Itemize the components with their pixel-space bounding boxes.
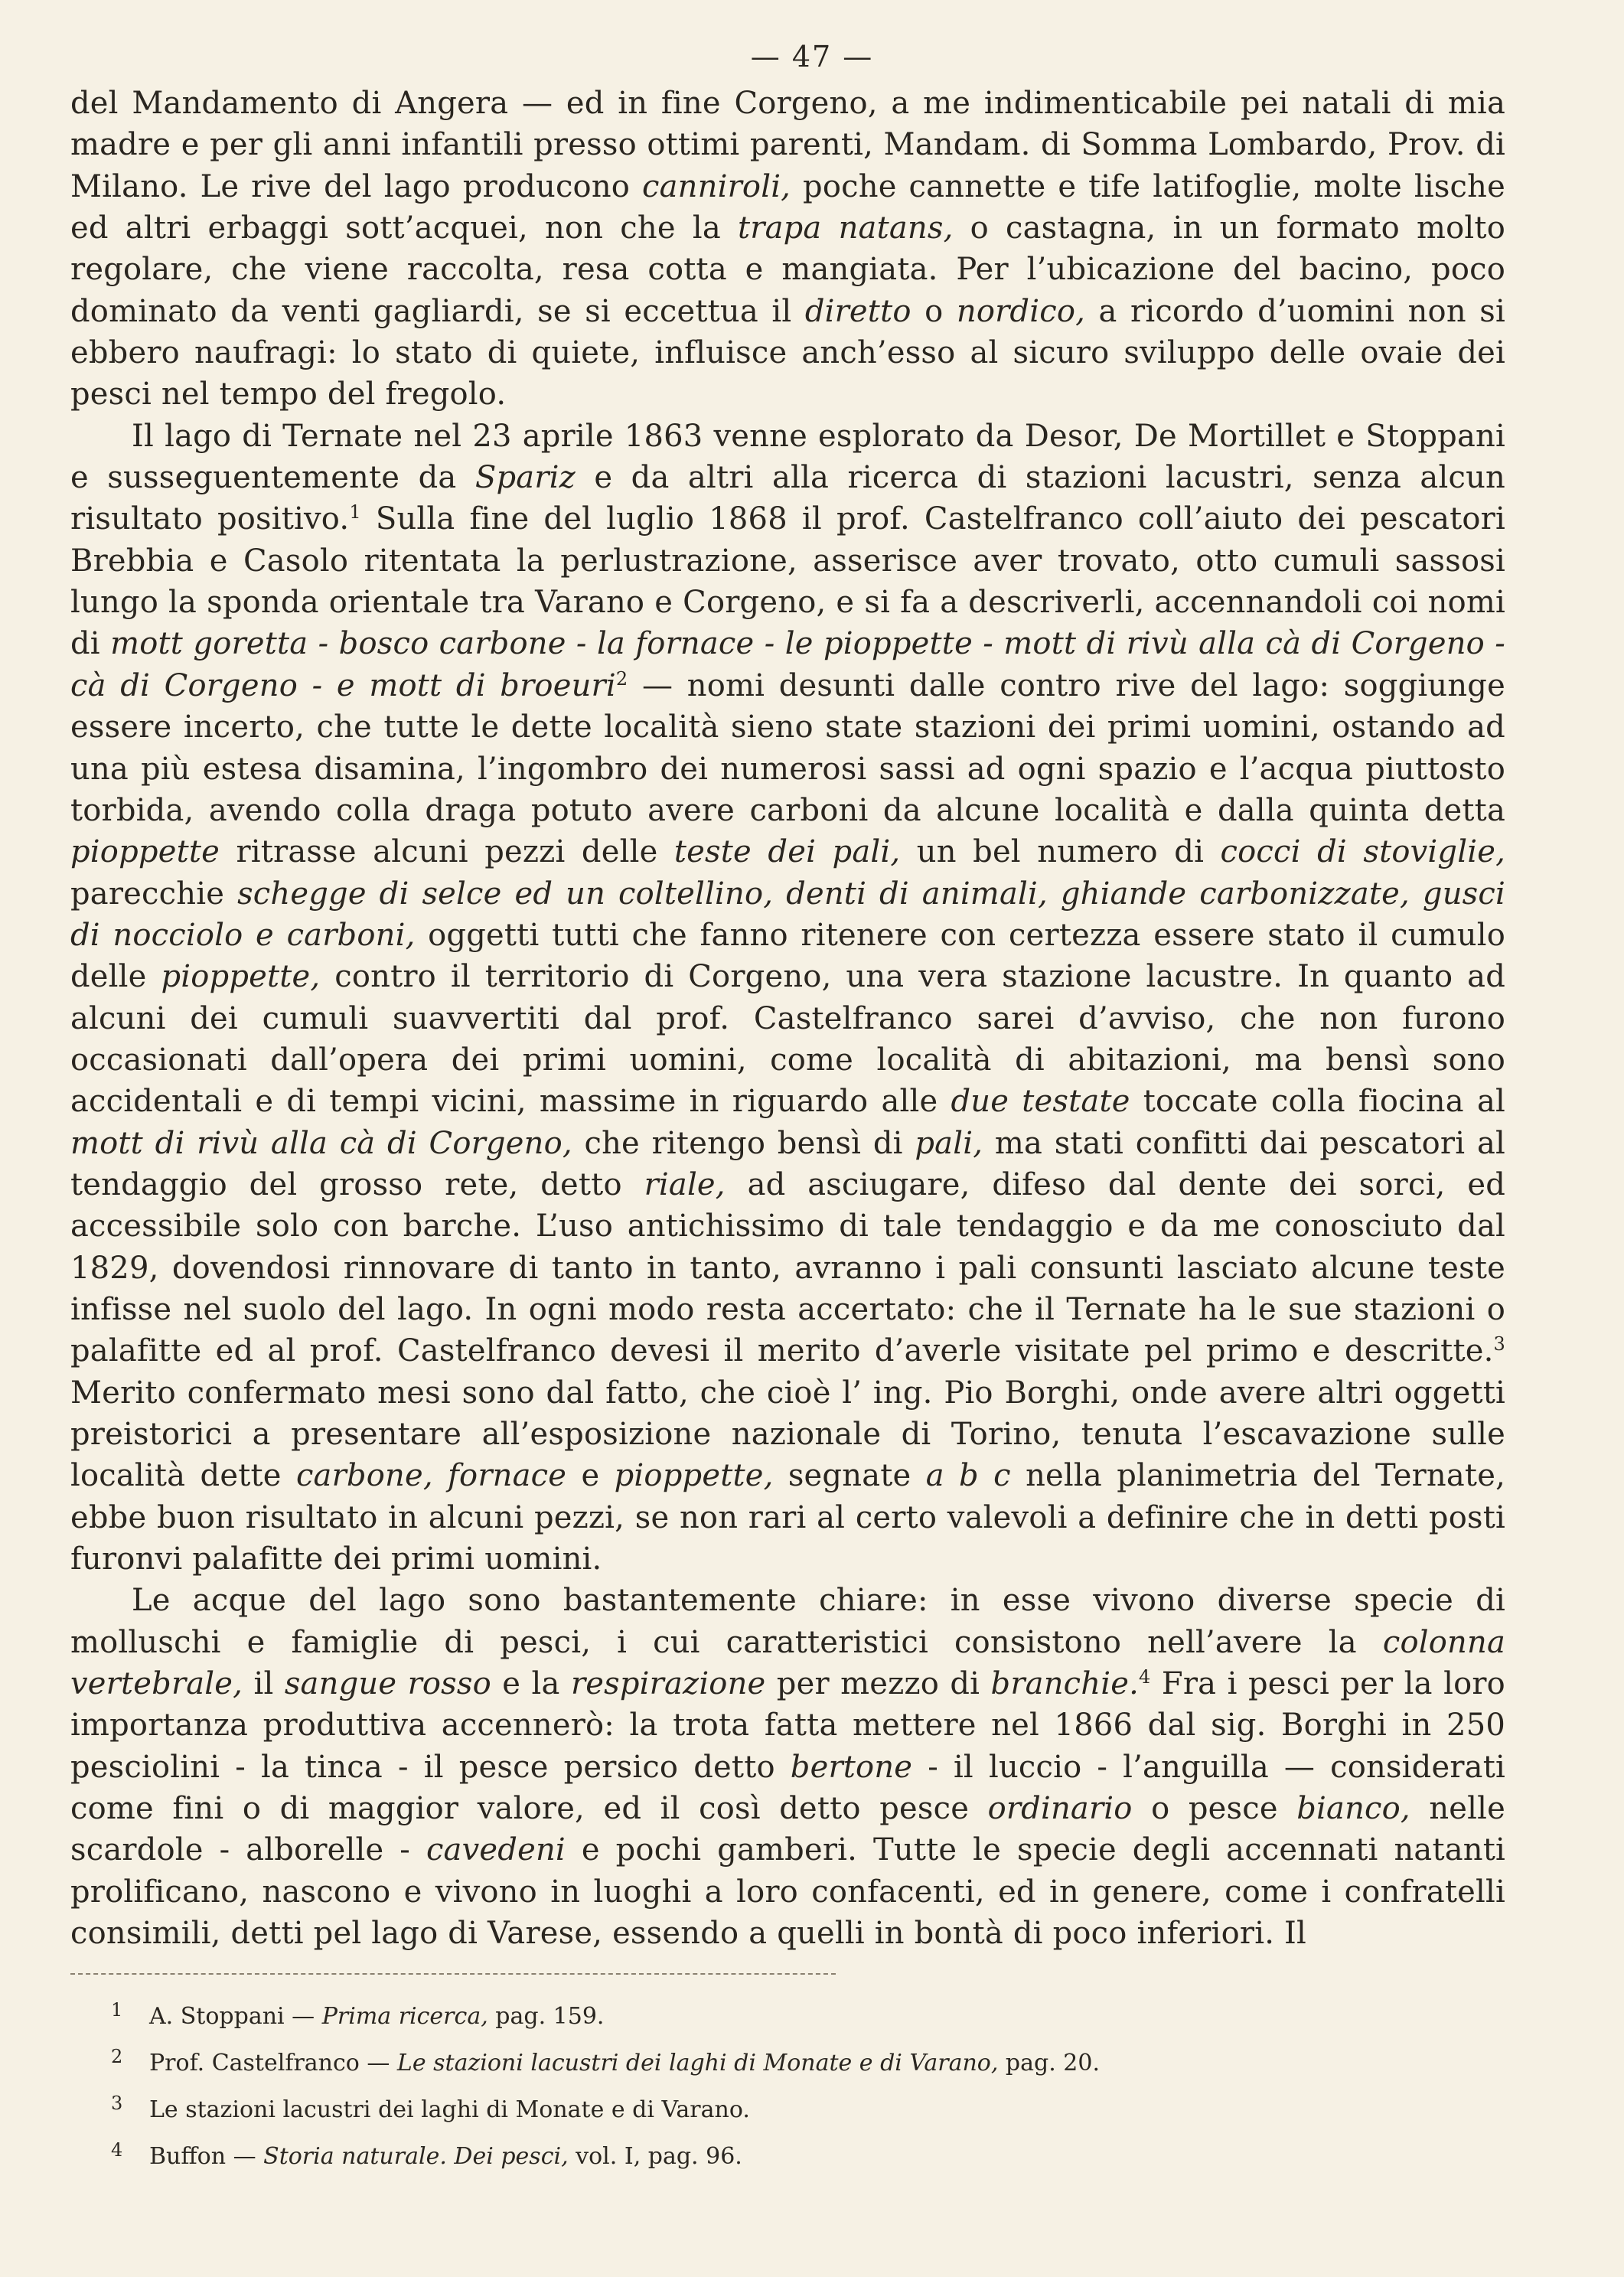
text-run: ad asciugare, difeso dal dente dei sorci, ed accessibile solo con barche. L’uso antichissimo di tale tendaggio e da me conosciuto dal 1829, dovendosi rinnovare di tanto in tanto, avranno i pali consunti lasciato alcune teste infisse nel suolo del lago. In ogni modo resta accertato: che il Ternate ha le sue stazioni o palafitte ed al prof. Castelfranco devesi il merito d’averle visitate pel primo e descritte. [70,1166,1506,1369]
italic-text: canniroli, [642,168,791,204]
italic-text: schegge di selce ed un coltellino, denti di animali, ghiande carbonizzate, gusci di nocciolo e carboni, [70,876,1506,953]
italic-text: sangue rosso [284,1666,491,1702]
italic-text: pioppette, [614,1458,774,1494]
italic-text: teste dei pali, [673,834,901,870]
italic-text: a b c [925,1458,1011,1494]
footnote [111,2037,1412,2083]
text-run: Merito confermato mesi sono dal fatto, che cioè l’ ing. Pio Borghi, onde avere altri oggetti preistorici a presentare all’esposizione nazionale di Torino, tenuta l’escavazione sulle località dette [70,1375,1505,1494]
italic-text: nordico, [956,293,1086,329]
italic-text: respirazione [570,1666,766,1702]
text-run: o [911,293,957,329]
text-run: e da altri alla ricerca di stazioni lacustri, senza alcun risultato positivo. [70,460,1505,537]
text-run: — nomi desunti dalle contro rive del lago: soggiunge essere incerto, che tutte le dette località sieno state stazioni dei primi uomini, ostando ad una più estesa disamina, l’ingombro dei numerosi sassi ad ogni spazio e l’acqua piuttosto torbida, avendo colla draga potuto avere carboni da alcune località e dalla quinta detta [70,667,1505,828]
footnote-number: 2 [111,2046,123,2067]
italic-text: bertone [790,1749,913,1785]
footnote-number: 1 [111,1999,123,2021]
text-run: per mezzo di [765,1666,991,1702]
text-run: a ricordo d’uomini non si ebbero naufragi: lo stato di quiete, influisce anch’esso al sicuro sviluppo delle ovaie dei pesci nel tempo del fregolo. [70,293,1505,413]
italic-text: diretto [804,293,911,329]
italic-text: cocci di stoviglie, [1220,834,1505,870]
text-run: Fra i pesci per la loro importanza produttiva accennerò: la trota fatta mettere nel 1866 dal sig. Borghi in 250 pesciolini - la tinca - il pesce persico detto [70,1666,1505,1785]
text-run: pag. 20. [998,2050,1100,2076]
text-run: oggetti tutti che fanno ritenere con certezza essere stato il cumulo delle [70,917,1506,995]
text-run: Le stazioni lacustri dei laghi di Monate e di Varano. [149,2096,750,2123]
italic-text: pioppette, [161,959,321,995]
text-run: o castagna, in un formato molto regolare, che viene raccolta, resa cotta e mangiata. Per l’ubicazione del bacino, poco dominato da venti gagliardi, se si eccettua il [70,210,1505,329]
text-run: un bel numero di [900,834,1221,870]
footnote-reference: 1 [349,501,361,524]
text-run: Le acque del lago sono bastantemente chiare: in esse vivono diverse specie di molluschi e famiglie di pesci, i cui caratteristici consistono nell’avere la [70,1583,1505,1660]
italic-text: Spariz [474,460,576,496]
italic-text: branchie. [990,1666,1140,1702]
paragraph [70,416,1505,1581]
text-run: e la [491,1666,571,1702]
text-run: del Mandamento di Angera — ed in fine Corgeno, a me indimenticabile pei natali di mia madre e per gli anni infantili presso ottimi parenti, Mandam. di Somma Lombardo, Prov. di Milano. Le rive del lago producono [70,86,1505,204]
text-run: vol. I, pag. 96. [568,2143,742,2170]
italic-text: mott di rivù alla cà di Corgeno, [70,1125,572,1161]
footnote [111,1990,1412,2037]
text-run: pag. 159. [488,2003,605,2030]
text-run: toccate colla fiocina al [1130,1084,1505,1120]
text-run: nella planimetria del Ternate, ebbe buon risultato in alcuni pezzi, se non rari al certo valevoli a definire che in detti posti furonvi palafitte dei primi uomini. [70,1458,1505,1577]
text-run: Sulla fine del luglio 1868 il prof. Castelfranco coll’aiuto dei pescatori Brebbia e Casolo ritentata la perlustrazione, asserisce aver trovato, otto cumuli sassosi lungo la sponda orientale tra Varano e Corgeno, e si fa a descriverli, accennandoli coi nomi di [70,501,1505,662]
text-run: poche cannette e tife latifoglie, molte lische ed altri erbaggi sott’acquei, non che la [70,168,1505,246]
italic-text: bianco, [1296,1791,1410,1827]
italic-text: Le stazioni lacustri dei laghi di Monate e di Varano, [396,2050,999,2076]
text-run: A. Stoppani — [149,2003,322,2030]
italic-text: Storia naturale. Dei pesci, [263,2143,569,2170]
text-run: Prof. Castelfranco — [149,2050,397,2076]
body-text [70,83,1505,1954]
italic-text: carbone, fornace [295,1458,567,1494]
italic-text: colonna vertebrale, [70,1624,1505,1702]
footnote-reference: 2 [615,667,628,690]
italic-text: pioppette [70,834,220,870]
footnote [111,2083,1412,2130]
footnote-number: 4 [111,2139,123,2161]
italic-text: due testate [951,1084,1130,1120]
paragraph [70,83,1505,416]
text-run: ma stati confitti dai pescatori al tendaggio del grosso rete, detto [70,1125,1505,1202]
footnote-divider [70,1973,836,1975]
text-run: ritrasse alcuni pezzi delle [219,834,674,870]
footnote [111,2130,1412,2177]
text-run: contro il territorio di Corgeno, una vera stazione lacustre. In quanto ad alcuni dei cumuli suavvertiti dal prof. Castelfranco sarei d’avviso, che non furono occasionati dall’opera dei primi uomini, come località di abitazioni, ma bensì sono accidentali e di tempi vicini, massime in riguardo alle [70,959,1506,1120]
italic-text: trapa natans, [737,210,954,246]
italic-text: mott goretta - bosco carbone - la fornace - le pioppette - mott di rivù alla cà di Corgeno - cà di Corgeno - e mott di broeuri [70,626,1505,703]
paragraph [70,1580,1505,1954]
text-run: - il luccio - l’anguilla — considerati come fini o di maggior valore, ed il così detto pesce [70,1749,1505,1827]
italic-text: cavedeni [426,1832,566,1868]
footnote-reference: 3 [1493,1333,1505,1355]
text-run: parecchie [70,876,238,912]
italic-text: pali, [915,1125,983,1161]
text-run: Il lago di Ternate nel 23 aprile 1863 venne esplorato da Desor, De Mortillet e Stoppani e susseguentemente da [70,418,1505,496]
text-run: segnate [773,1458,926,1494]
text-run: il [243,1666,285,1702]
footnotes [111,1990,1412,2177]
page-number: — 47 — [750,40,874,73]
text-run: che ritengo bensì di [572,1125,915,1161]
text-run: nelle scardole - alborelle - [70,1791,1506,1868]
text-run: Buffon — [149,2143,264,2170]
footnote-reference: 4 [1139,1666,1151,1688]
text-run: o pesce [1132,1791,1297,1827]
text-run: e pochi gamberi. Tutte le specie degli accennati natanti prolificano, nascono e vivono in luoghi a loro confacenti, ed in genere, come i confratelli consimili, detti pel lago di Varese, essendo a quelli in bontà di poco inferiori. Il [70,1832,1505,1952]
text-run: e [566,1458,615,1494]
italic-text: ordinario [987,1791,1133,1827]
italic-text: Prima ricerca, [321,2003,488,2030]
italic-text: riale, [644,1166,726,1202]
footnote-number: 3 [111,2093,123,2114]
